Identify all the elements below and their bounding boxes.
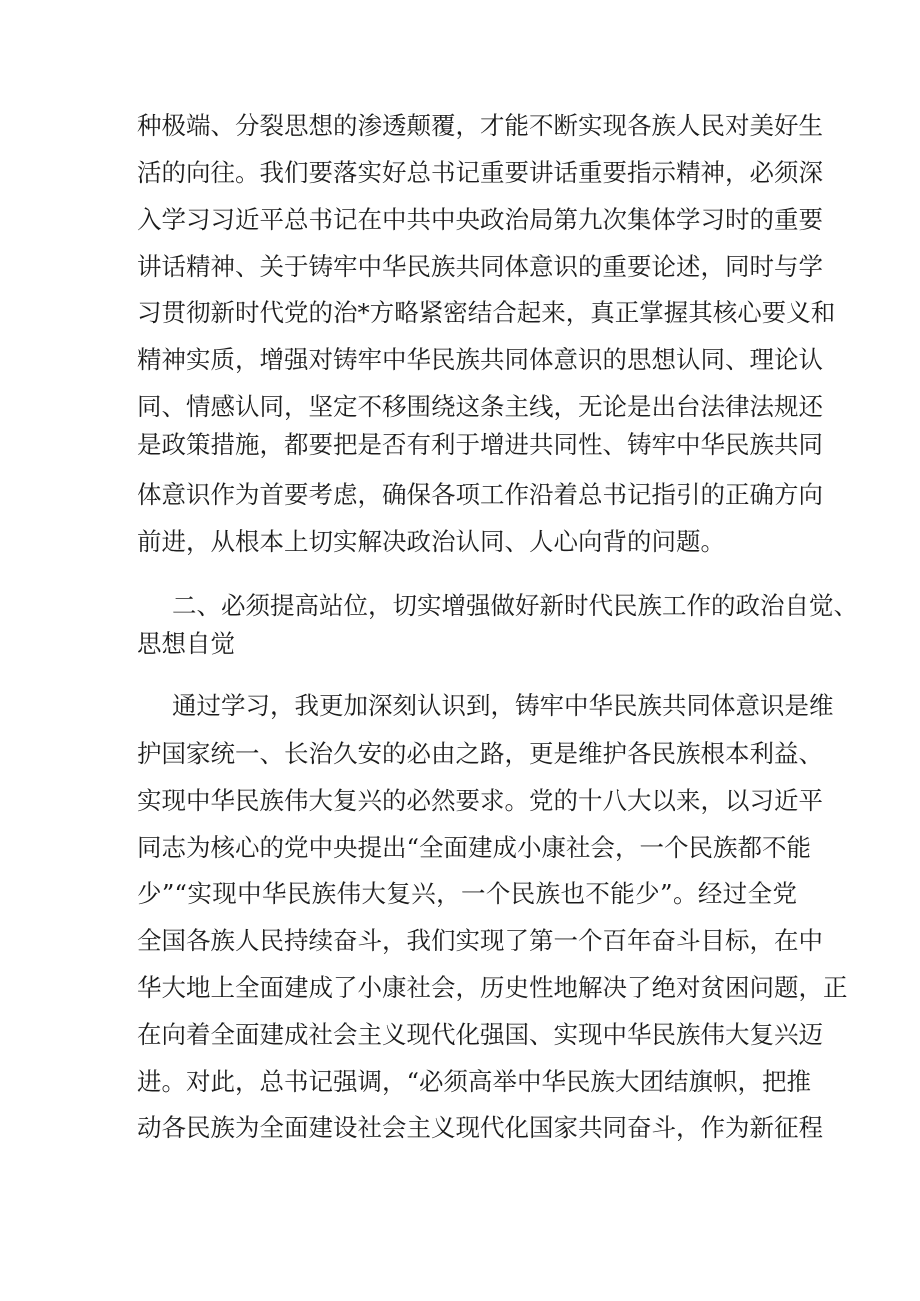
paragraph-1-line-3: 入学习习近平总书记在中共中央政治局第九次集体学习时的重要 [137, 205, 823, 234]
paragraph-1-line-9: 体意识作为首要考虑，确保各项工作沿着总书记指引的正确方向 [137, 480, 823, 509]
paragraph-2-line-10: 动各民族为全面建设社会主义现代化国家共同奋斗，作为新征程 [137, 1113, 823, 1142]
section-heading-line-1: 二、必须提高站位，切实增强做好新时代民族工作的政治自觉、 [172, 591, 858, 620]
paragraph-2-line-8: 在向着全面建成社会主义现代化强国、实现中华民族伟大复兴迈 [137, 1020, 823, 1049]
paragraph-1-line-1: 种极端、分裂思想的渗透颠覆，才能不断实现各族人民对美好生 [137, 111, 823, 140]
paragraph-2-line-5: 少”“实现中华民族伟大复兴，一个民族也不能少”。经过全党 [137, 879, 797, 908]
paragraph-2-line-7: 华大地上全面建成了小康社会，历史性地解决了绝对贫困问题，正 [137, 973, 848, 1002]
paragraph-1-line-8: 是政策措施，都要把是否有利于增进共同性、铸牢中华民族共同 [137, 430, 823, 459]
paragraph-2-line-1: 通过学习，我更加深刻认识到，铸牢中华民族共同体意识是维 [172, 691, 834, 720]
paragraph-1-line-2: 活的向往。我们要落实好总书记重要讲话重要指示精神，必须深 [137, 158, 823, 187]
paragraph-2-line-4: 同志为核心的党中央提出“全面建成小康社会，一个民族都不能 [137, 833, 812, 862]
paragraph-2-line-2: 护国家统一、长治久安的必由之路，更是维护各民族根本利益、 [137, 739, 823, 768]
paragraph-1-line-7: 同、情感认同，坚定不移围绕这条主线，无论是出台法律法规还 [137, 392, 823, 421]
paragraph-1-line-6: 精神实质，增强对铸牢中华民族共同体意识的思想认同、理论认 [137, 345, 823, 374]
paragraph-1-line-10: 前进，从根本上切实解决政治认同、人心向背的问题。 [137, 527, 725, 556]
paragraph-2-line-6: 全国各族人民持续奋斗，我们实现了第一个百年奋斗目标，在中 [137, 926, 823, 955]
paragraph-2-line-9: 进。对此，总书记强调，“必须高举中华民族大团结旗帜，把推 [137, 1067, 812, 1096]
section-heading-line-2: 思想自觉 [137, 629, 235, 658]
paragraph-1-line-5: 习贯彻新时代党的治*方略紧密结合起来，真正掌握其核心要义和 [137, 298, 836, 327]
paragraph-2-line-3: 实现中华民族伟大复兴的必然要求。党的十八大以来，以习近平 [137, 786, 823, 815]
paragraph-1-line-4: 讲话精神、关于铸牢中华民族共同体意识的重要论述，同时与学 [137, 252, 823, 281]
